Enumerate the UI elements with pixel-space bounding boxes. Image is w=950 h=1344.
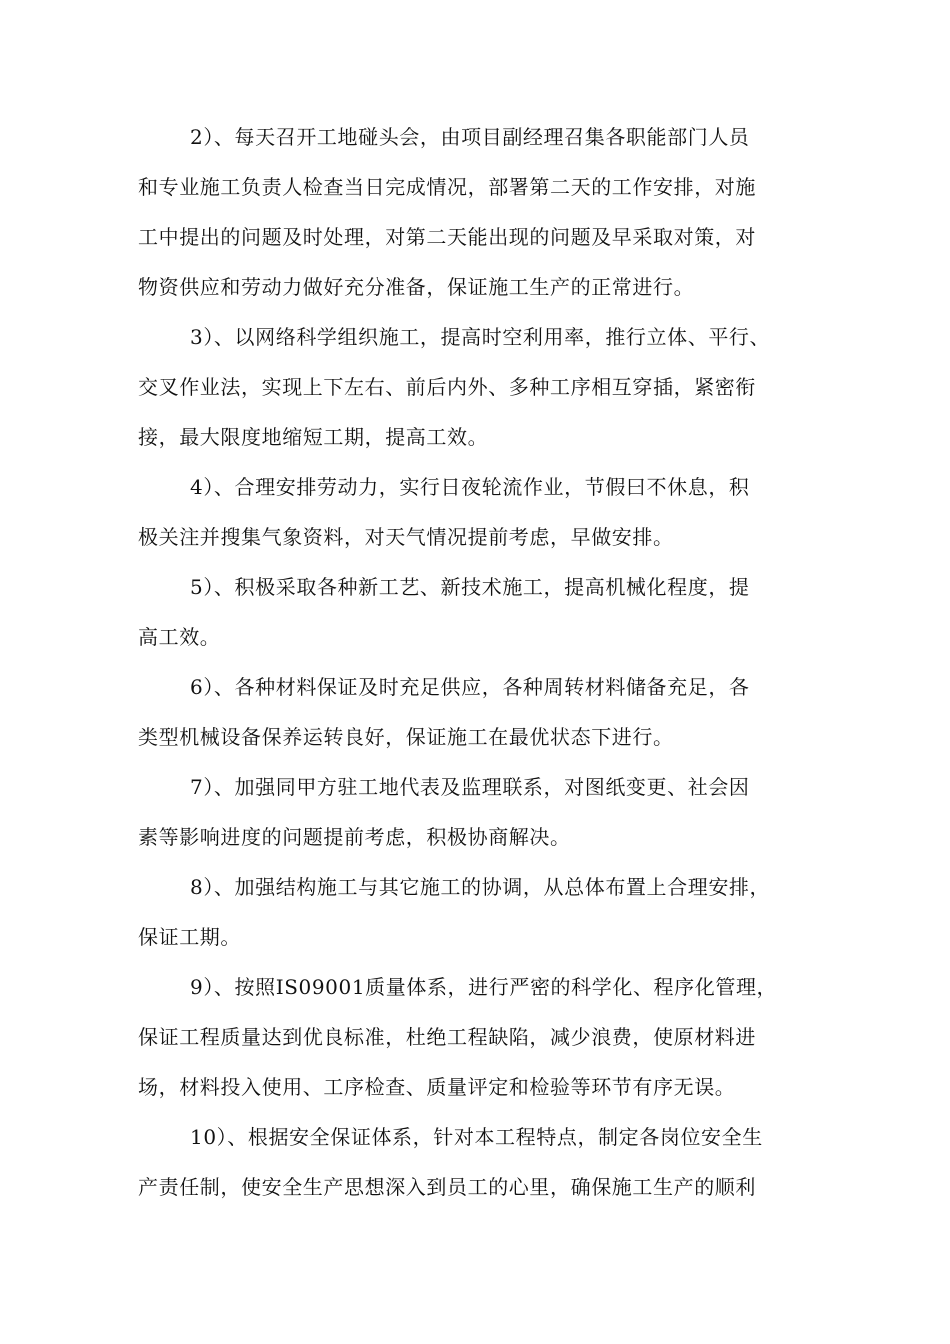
paragraph-item-10 bbox=[138, 1112, 828, 1212]
paragraph-item-8 bbox=[138, 862, 828, 962]
paragraph-line: 交叉作业法，实现上下左右、前后内外、多种工序相互穿插，紧密衔 bbox=[138, 375, 756, 399]
paragraph-line: 高工效。 bbox=[138, 625, 221, 649]
paragraph-line: 素等影响进度的问题提前考虑，积极协商解决。 bbox=[138, 825, 571, 849]
paragraph-item-7 bbox=[138, 762, 828, 862]
paragraph-item-3 bbox=[138, 312, 828, 462]
document-body bbox=[138, 112, 828, 1212]
paragraph-item-2 bbox=[138, 112, 828, 312]
paragraph-line: 8）、加强结构施工与其它施工的协调，从总体布置上合理安排， bbox=[190, 875, 771, 899]
paragraph-line: 5）、积极采取各种新工艺、新技术施工，提高机械化程度，提 bbox=[190, 575, 750, 599]
paragraph-line: 类型机械设备保养运转良好，保证施工在最优状态下进行。 bbox=[138, 725, 674, 749]
paragraph-line: 7）、加强同甲方驻工地代表及监理联系，对图纸变更、社会因 bbox=[190, 775, 750, 799]
paragraph-item-9 bbox=[138, 962, 828, 1112]
paragraph-line: 场，材料投入使用、工序检查、质量评定和检验等环节有序无误。 bbox=[138, 1075, 736, 1099]
paragraph-line: 接，最大限度地缩短工期，提高工效。 bbox=[138, 425, 489, 449]
paragraph-line: 极关注并搜集气象资料，对天气情况提前考虑，早做安排。 bbox=[138, 525, 674, 549]
paragraph-item-6 bbox=[138, 662, 828, 762]
paragraph-line: 产责任制，使安全生产思想深入到员工的心里，确保施工生产的顺利 bbox=[138, 1175, 756, 1199]
paragraph-line: 3）、以网络科学组织施工，提高时空利用率，推行立体、平行、 bbox=[190, 325, 771, 349]
paragraph-item-5 bbox=[138, 562, 828, 662]
paragraph-line: 4）、合理安排劳动力，实行日夜轮流作业，节假曰不休息，积 bbox=[190, 475, 750, 499]
paragraph-line: 6）、各种材料保证及时充足供应，各种周转材料储备充足，各 bbox=[190, 675, 750, 699]
paragraph-line: 10）、根据安全保证体系，针对本工程特点，制定各岗位安全生 bbox=[190, 1125, 763, 1149]
paragraph-line: 保证工程质量达到优良标准，杜绝工程缺陷，减少浪费，使原材料进 bbox=[138, 1025, 756, 1049]
paragraph-line: 9）、按照IS09001质量体系，进行严密的科学化、程序化管理， bbox=[190, 975, 778, 999]
paragraph-line: 2）、每天召开工地碰头会，由项目副经理召集各职能部门人员 bbox=[190, 125, 750, 149]
paragraph-line: 工中提出的问题及时处理，对第二天能出现的问题及早采取对策，对 bbox=[138, 225, 756, 249]
paragraph-line: 物资供应和劳动力做好充分准备，保证施工生产的正常进行。 bbox=[138, 275, 695, 299]
paragraph-line: 保证工期。 bbox=[138, 925, 241, 949]
paragraph-item-4 bbox=[138, 462, 828, 562]
paragraph-line: 和专业施工负责人检查当日完成情况，部署第二天的工作安排，对施 bbox=[138, 175, 756, 199]
